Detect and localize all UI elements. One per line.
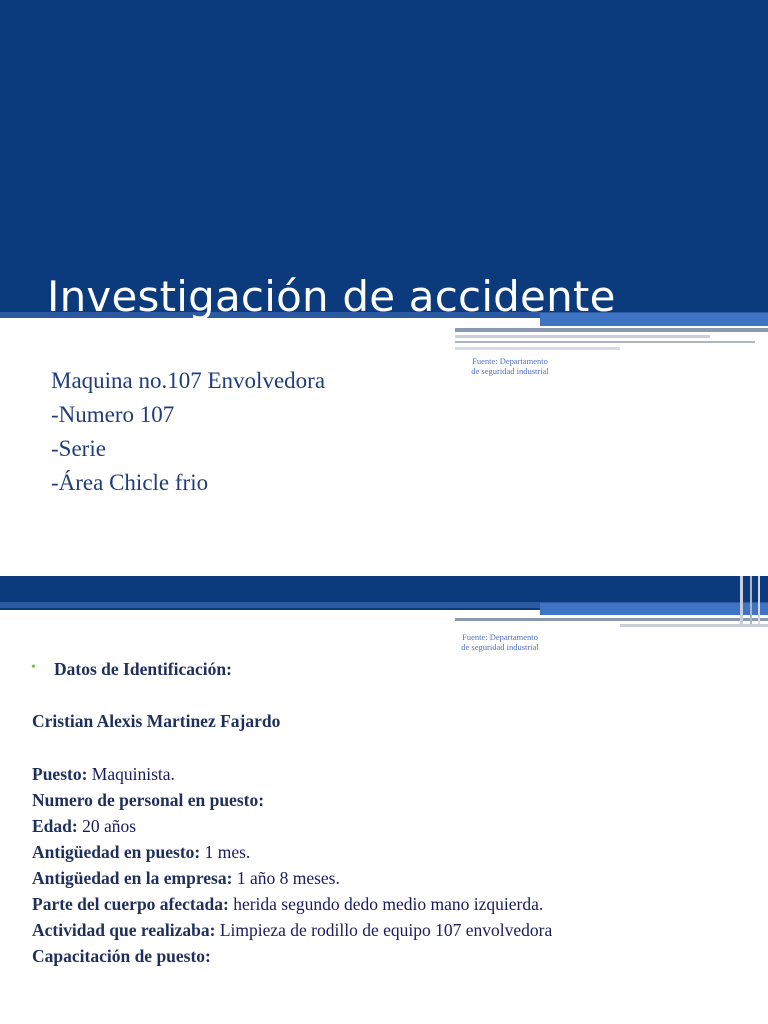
subtitle-line: Maquina no.107 Envolvedora bbox=[51, 368, 326, 393]
field-label: Capacitación de puesto: bbox=[32, 946, 211, 966]
field-label: Numero de personal en puesto: bbox=[32, 790, 265, 810]
banner-stripe bbox=[455, 328, 768, 332]
banner-stripe bbox=[455, 347, 620, 350]
section-heading: Datos de Identificación: bbox=[54, 659, 232, 679]
field-label: Antigüedad en puesto: bbox=[32, 842, 201, 862]
field-row bbox=[32, 868, 340, 889]
subtitle-line: -Serie bbox=[51, 436, 106, 461]
field-row bbox=[32, 816, 136, 837]
source-note bbox=[455, 356, 565, 376]
field-value: 20 años bbox=[77, 816, 137, 836]
subtitle-line: -Numero 107 bbox=[51, 402, 175, 427]
field-label: Edad: bbox=[32, 816, 78, 836]
banner-stripe bbox=[540, 603, 768, 615]
bullet-icon: • bbox=[31, 660, 36, 675]
banner-stripe bbox=[455, 341, 755, 343]
field-label: Actividad que realizaba: bbox=[32, 920, 216, 940]
field-row bbox=[32, 946, 211, 967]
field-value: herida segundo dedo medio mano izquierda. bbox=[228, 894, 544, 914]
field-value: Maquinista. bbox=[87, 764, 175, 784]
source-line: de seguridad industrial bbox=[471, 366, 549, 376]
subtitle-line: -Área Chicle frio bbox=[51, 470, 209, 495]
field-label: Puesto: bbox=[32, 764, 88, 784]
banner-stripe bbox=[620, 624, 768, 627]
field-row bbox=[32, 842, 250, 863]
content-slide bbox=[0, 576, 768, 1024]
field-value: 1 mes. bbox=[200, 842, 251, 862]
banner-stripe bbox=[750, 576, 752, 624]
banner-stripe bbox=[758, 576, 760, 624]
source-line: Fuente: Departamento bbox=[472, 356, 548, 366]
banner-stripe bbox=[455, 335, 710, 338]
banner-stripe bbox=[740, 576, 743, 624]
employee-name: Cristian Alexis Martinez Fajardo bbox=[32, 711, 281, 731]
field-label: Parte del cuerpo afectada: bbox=[32, 894, 229, 914]
field-row bbox=[32, 764, 175, 785]
field-value: 1 año 8 meses. bbox=[232, 868, 340, 888]
field-label: Antigüedad en la empresa: bbox=[32, 868, 233, 888]
field-row bbox=[32, 790, 264, 811]
source-line: Fuente: Departamento bbox=[462, 632, 538, 642]
source-note bbox=[445, 632, 555, 652]
banner-stripe bbox=[455, 618, 768, 621]
field-value: Limpieza de rodillo de equipo 107 envolvedora bbox=[215, 920, 553, 940]
source-line: de seguridad industrial bbox=[461, 642, 539, 652]
slide-title: Investigación de accidente bbox=[47, 272, 616, 321]
field-row bbox=[32, 920, 552, 941]
field-row bbox=[32, 894, 543, 915]
title-banner bbox=[0, 0, 768, 318]
